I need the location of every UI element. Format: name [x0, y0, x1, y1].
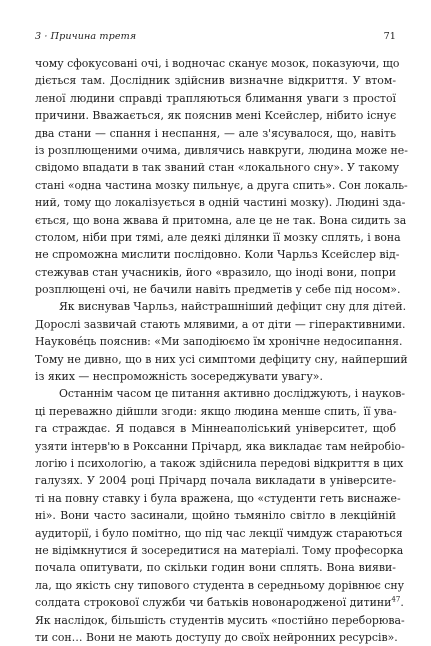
text-line: Тому не дивно, що в них усі симптоми дефіциту сну, найперший [35, 352, 408, 366]
chapter-title: 3 · Причина третя [35, 31, 137, 42]
text-line: не спроможна мислити послідовно. Коли Чарльз Ксейслер від- [35, 248, 400, 262]
text-line: ці переважно дійшли згоди: якщо людина менше спить, її ува- [35, 404, 397, 418]
text-line: причини. Вважається, як пояснив мені Ксейслер, нібито існує [35, 109, 397, 123]
text-line: галузях. У 2004 році Прічард почала викладати в університе- [35, 474, 396, 488]
text-line: ла, що якість сну типового студента в середньому дорівнює сну [35, 578, 405, 592]
text-line: Наукове́ць пояснив: «Ми заподіюємо їм хронічне недосипання. [35, 335, 403, 349]
text-line: ті на повну ставку і була вражена, що «студенти геть виснаже- [35, 491, 401, 505]
text-line-content: солдата строкової служби чи батьків новонародженої дитини [35, 596, 392, 610]
text-line: із розплющеними очима, дивлячись навкруги, людина може не- [35, 143, 408, 157]
text-line: почала опитувати, по скільки годин вони сплять. Вона вияви- [35, 561, 396, 575]
text-line: чому сфокусовані очі, і водночас сканує мозок, показуючи, що [35, 57, 400, 70]
text-line: Як наслідок, більшість студентів мусить «постійно переборюва- [35, 613, 405, 627]
text-line: стані «одна частина мозку пильнує, а друга спить». Сон локаль- [35, 178, 408, 192]
text-line: столом, ніби при тямі, але деякі ділянки її мозку сплять, і вона [35, 230, 401, 244]
text-line: свідомо впадати в так званий стан «локального сну». У такому [35, 161, 400, 175]
text-line: логію і психологію, а також здійснила передові відкриття в цих [35, 456, 404, 470]
body-text [35, 55, 408, 646]
text-line: два стани — спання і неспання, — але з'ясувалося, що, навіть [35, 126, 396, 140]
text-line: Як виснував Чарльз, найстрашніший дефіцит сну для дітей. [59, 300, 407, 314]
page-number: 71 [383, 31, 396, 42]
text-line: солдата строкової служби чи батьків новонародженої дитини$^{47}$. [35, 595, 404, 610]
text-line: діється там. Дослідник здійснив визначне відкриття. У втом- [35, 74, 396, 88]
footnote-ref: 47 [391, 595, 401, 604]
text-line: ний, тому що локалізується в одній частині мозку). Людині зда- [35, 196, 406, 210]
text-line: Дорослі зазвичай стають млявими, а от діти — гіперактивними. [35, 317, 406, 331]
text-line: із яких — неспроможність зосереджувати увагу». [35, 370, 323, 384]
text-line: не відімкнутися й зосередитися на матеріалі. Тому професорка [35, 543, 404, 557]
text-line: ти сон… Вони не мають доступу до своїх нейронних ресурсів». [35, 630, 398, 644]
text-line: ється, що вона жвава й притомна, але це не так. Вона сидить за [35, 213, 407, 227]
text-line: узяти інтерв'ю в Роксанни Прічард, яка викладає там нейробіо- [35, 439, 405, 453]
text-line: стежував стан учасників, його «вразило, що іноді вони, попри [35, 265, 396, 279]
running-header [35, 31, 396, 45]
text-line: Останнім часом це питання активно досліджують, і науков- [59, 387, 406, 401]
text-line: га страждає. Я подався в Міннеаполіський університет, щоб [35, 422, 396, 436]
text-line: аудиторії, і було помітно, що під час лекції чимдуж стараються [35, 526, 403, 540]
text-line: розплющені очі, не бачили навіть предметів у себе під носом». [35, 283, 401, 297]
text-line: ні». Вони часто засинали, щойно тьмяніло світло в лекційній [35, 509, 396, 523]
text-line: леної людини справді трапляються блимання уваги з простої [35, 91, 396, 105]
